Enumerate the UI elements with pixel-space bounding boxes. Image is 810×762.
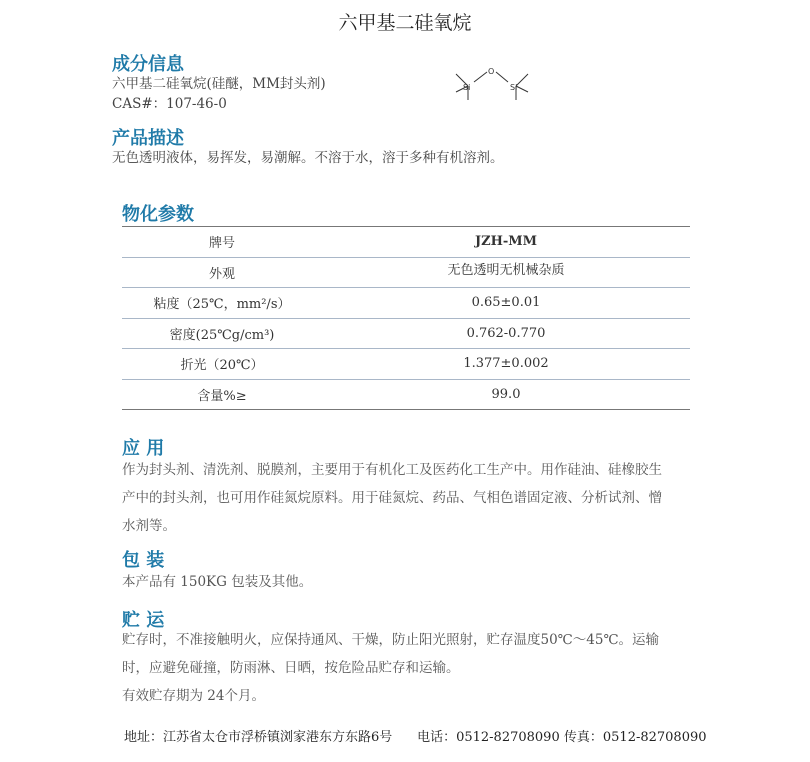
application-line: 水剂等。 <box>122 518 176 534</box>
page-title: 六甲基二硅氧烷 <box>338 12 472 34</box>
application-text <box>122 456 662 540</box>
application-line: 作为封头剂、清洗剂、脱膜剂，主要用于有机化工及医药化工生产中。用作硅油、硅橡胶生 <box>122 462 662 478</box>
storage-text <box>122 626 659 710</box>
composition-name: 六甲基二硅氧烷(硅醚，MM封头剂) <box>112 76 326 92</box>
table-row <box>122 349 690 380</box>
atom-si-right: Si <box>510 83 518 92</box>
row-label: 外观 <box>208 266 235 282</box>
properties-table <box>122 226 690 410</box>
packaging-text: 本产品有 150KG 包装及其他。 <box>122 574 313 590</box>
row-label: 折光（20℃） <box>180 358 264 374</box>
table-row <box>122 227 690 258</box>
storage-line: 时，应避免碰撞，防雨淋、日晒，按危险品贮存和运输。 <box>122 660 460 676</box>
table-row <box>122 288 690 319</box>
row-value: 0.65±0.01 <box>471 295 541 311</box>
footer-fax: 传真：0512-82708090 <box>563 730 707 745</box>
properties-heading: 物化参数 <box>122 204 194 225</box>
footer-phone: 电话：0512-82708090 <box>417 730 560 745</box>
cas-number: CAS#：107-46-0 <box>112 96 227 112</box>
packaging-heading: 包 装 <box>122 550 165 571</box>
row-label: 含量%≥ <box>197 388 247 404</box>
table-row <box>122 380 690 410</box>
description-text: 无色透明液体，易挥发，易潮解。不溶于水，溶于多种有机溶剂。 <box>112 150 504 166</box>
row-label: 牌号 <box>208 236 235 252</box>
description-heading: 产品描述 <box>112 128 184 149</box>
table-row <box>122 319 690 350</box>
row-label: 密度(25℃g/cm³) <box>169 327 275 343</box>
footer-address: 地址：江苏省太仓市浮桥镇浏家港东方东路6号 <box>124 730 393 745</box>
atom-o: O <box>488 67 495 76</box>
row-value: 99.0 <box>491 386 521 402</box>
storage-line: 贮存时，不准接触明火，应保持通风、干燥，防止阳光照射，贮存温度50℃～45℃。运输 <box>122 632 660 648</box>
row-value: 无色透明无机械杂质 <box>447 262 565 278</box>
storage-heading: 贮 运 <box>122 610 165 631</box>
storage-line: 有效贮存期为 24个月。 <box>122 688 265 704</box>
row-label: 粘度（25℃，mm²/s） <box>153 297 291 313</box>
footer <box>124 726 707 745</box>
molecule-structure-diagram <box>448 58 538 104</box>
atom-si-left: Si <box>463 83 471 92</box>
application-heading: 应 用 <box>122 438 165 459</box>
row-value: 0.762-0.770 <box>466 325 546 341</box>
row-value: 1.377±0.002 <box>463 356 549 372</box>
row-value: JZH-MM <box>474 234 538 250</box>
table-row <box>122 258 690 289</box>
application-line: 产中的封头剂，也可用作硅氮烷原料。用于硅氮烷、药品、气相色谱固定液、分析试剂、憎 <box>122 490 662 506</box>
composition-heading: 成分信息 <box>112 54 184 75</box>
